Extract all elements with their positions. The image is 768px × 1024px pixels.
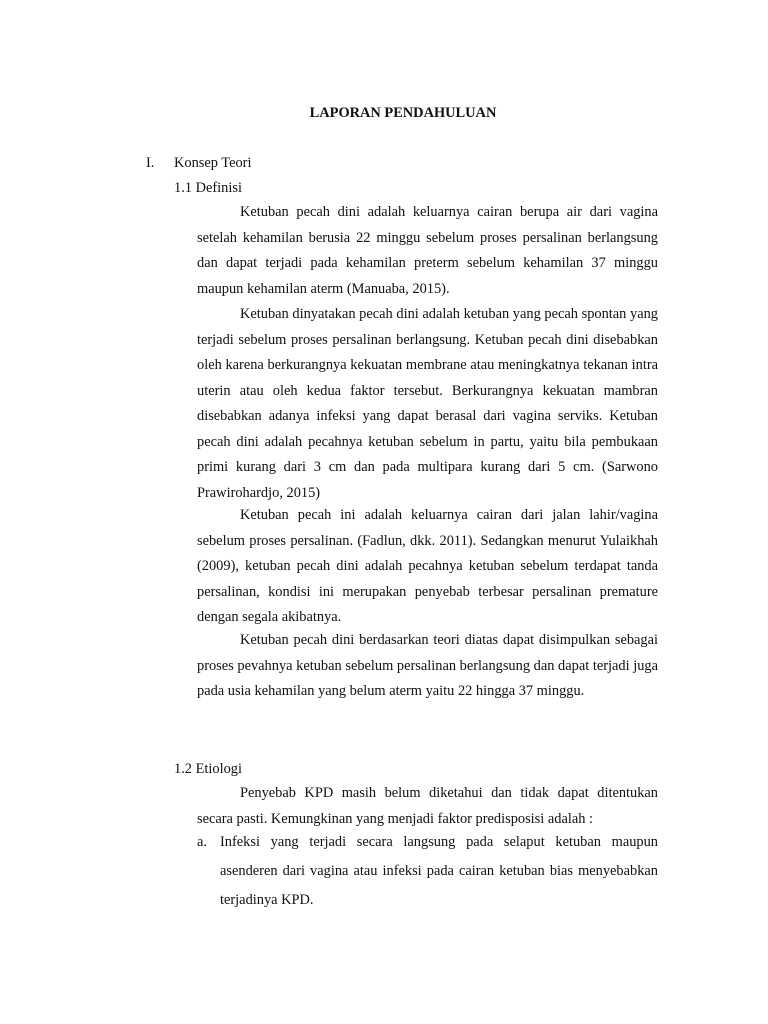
definisi-paragraph-4: Ketuban pecah dini berdasarkan teori diatas dapat disimpulkan sebagai proses pevahnya ketuban sebelum persalinan berlangsung dan dapat terjadi juga pada usia kehamilan yang belum aterm yaitu 22 hingga 37 minggu. <box>197 632 658 699</box>
section-heading: Konsep Teori <box>174 155 252 171</box>
definisi-paragraph-1: Ketuban pecah dini adalah keluarnya cairan berupa air dari vagina setelah kehamilan berusia 22 minggu sebelum proses persalinan berlangsung dan dapat terjadi pada kehamilan preterm sebelum kehamilan 37 minggu maupun kehamilan aterm (Manuaba, 2015). <box>197 204 658 297</box>
section-number: I. <box>146 155 155 171</box>
list-item-letter: a. <box>197 834 207 850</box>
definisi-paragraph-3: Ketuban pecah ini adalah keluarnya cairan dari jalan lahir/vagina sebelum proses persalinan. (Fadlun, dkk. 2011). Sedangkan menurut Yulaikhah (2009), ketuban pecah dini adalah pecahnya ketuban sebelum terdapat tanda persalinan, kondisi ini merupakan penyebab terbesar persalinan premature dengan segala akibatnya. <box>197 507 658 625</box>
etiologi-paragraph-1: Penyebab KPD masih belum diketahui dan tidak dapat ditentukan secara pasti. Kemungkinan yang menjadi faktor predisposisi adalah : <box>197 785 658 827</box>
subsection-heading-etiologi: 1.2 Etiologi <box>174 761 242 777</box>
document-title: LAPORAN PENDAHULUAN <box>309 105 497 121</box>
subsection-heading-definisi: 1.1 Definisi <box>174 180 242 196</box>
definisi-paragraph-2: Ketuban dinyatakan pecah dini adalah ketuban yang pecah spontan yang terjadi sebelum proses persalinan berlangsung. Ketuban pecah dini disebabkan oleh karena berkurangnya kekuatan membrane atau meningkatnya tekanan intra uterin atau oleh kedua faktor tersebut. Berkurangnya kekuatan mambran disebabkan adanya infeksi yang dapat berasal dari vagina serviks. Ketuban pecah dini adalah pecahnya ketuban sebelum in partu, yaitu bila pembukaan primi kurang dari 3 cm dan pada multipara kurang dari 5 cm. (Sarwono Prawirohardjo, 2015) <box>197 306 658 501</box>
list-item-text: Infeksi yang terjadi secara langsung pada selaput ketuban maupun asenderen dari vagina atau infeksi pada cairan ketuban bias menyebabkan terjadinya KPD. <box>220 834 658 908</box>
